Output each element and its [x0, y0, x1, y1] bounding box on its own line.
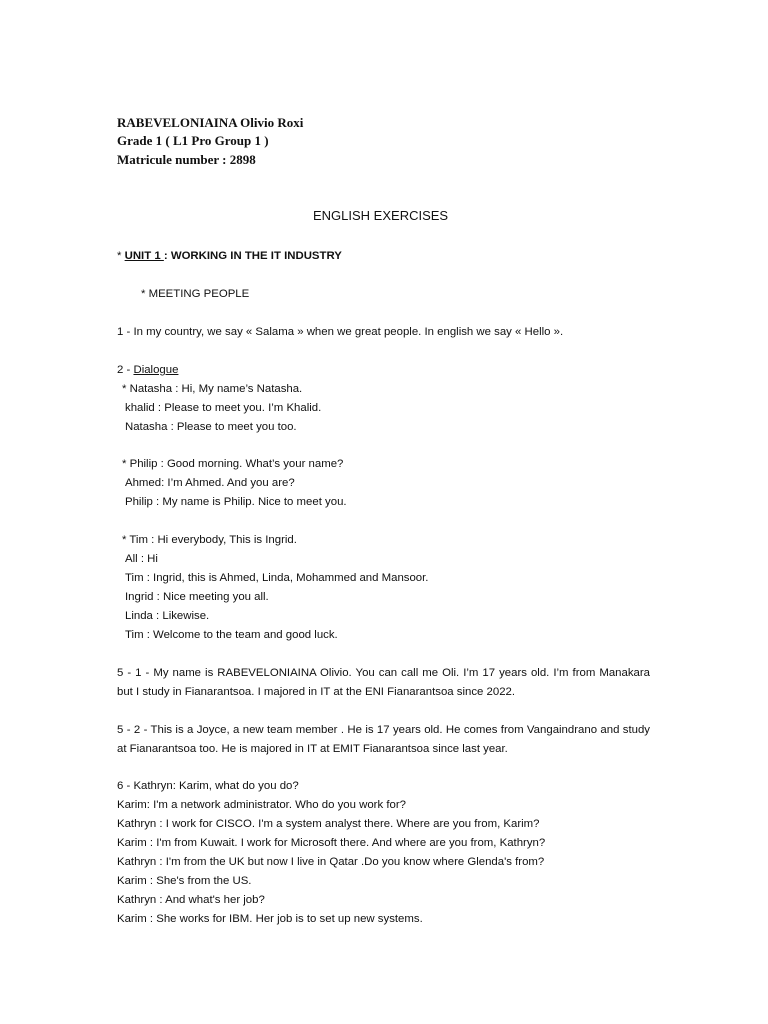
exercise-2-number: 2 - [117, 364, 134, 376]
exercise-5-1: 5 - 1 - My name is RABEVELONIAINA Olivio. You can call me Oli. I’m 17 years old. I’m from Manakara but I study in Fianarantsoa. I majored in IT at the ENI Fianarantsoa since 2022. [117, 667, 650, 698]
section-heading: * MEETING PEOPLE [141, 288, 250, 300]
conversation-line: Karim : She works for IBM. Her job is to set up new systems. [117, 913, 423, 925]
dialogue-line: All : Hi [125, 553, 158, 565]
conversation-line: 6 - Kathryn: Karim, what do you do? [117, 780, 299, 792]
matricule-number: Matricule number : 2898 [117, 152, 256, 167]
dialogue-line: Philip : My name is Philip. Nice to meet you. [125, 496, 347, 508]
exercise-2-heading [117, 362, 178, 378]
unit-title: : WORKING IN THE IT INDUSTRY [163, 250, 342, 262]
exercise-5-2: 5 - 2 - This is a Joyce, a new team member . He is 17 years old. He comes from Vangaindrano and study at Fianarantsoa too. He is majored in IT at EMIT Fianarantsoa since last year. [117, 724, 650, 755]
dialogue-line: Natasha : Please to meet you too. [125, 421, 297, 433]
conversation-line: Karim : She's from the US. [117, 875, 252, 887]
unit-label: UNIT 1 [124, 250, 164, 262]
student-name: RABEVELONIAINA Olivio Roxi [117, 115, 304, 130]
conversation-line: Kathryn : And what's her job? [117, 894, 265, 906]
dialogue-line: Linda : Likewise. [125, 610, 210, 622]
dialogue-label: Dialogue [133, 364, 179, 376]
dialogue-line: khalid : Please to meet you. I’m Khalid. [125, 402, 322, 414]
dialogue-line: Ahmed: I’m Ahmed. And you are? [125, 477, 295, 489]
conversation-line: Karim : I'm from Kuwait. I work for Microsoft there. And where are you from, Kathryn? [117, 837, 546, 849]
unit-heading [117, 248, 342, 264]
unit-bullet: * [117, 250, 125, 262]
conversation-line: Kathryn : I'm from the UK but now I live in Qatar .Do you know where Glenda's from? [117, 856, 545, 868]
exercise-1: 1 - In my country, we say « Salama » when we great people. In english we say « Hello ». [117, 326, 564, 338]
conversation-line: Kathryn : I work for CISCO. I'm a system analyst there. Where are you from, Karim? [117, 818, 540, 830]
conversation-line: Karim: I'm a network administrator. Who do you work for? [117, 799, 406, 811]
dialogue-line: Tim : Ingrid, this is Ahmed, Linda, Mohammed and Mansoor. [125, 572, 429, 584]
student-grade: Grade 1 ( L1 Pro Group 1 ) [117, 133, 269, 148]
dialogue-line: * Natasha : Hi, My name’s Natasha. [122, 383, 303, 395]
dialogue-line: Tim : Welcome to the team and good luck. [125, 629, 338, 641]
dialogue-line: * Tim : Hi everybody, This is Ingrid. [122, 534, 297, 546]
dialogue-line: * Philip : Good morning. What’s your name? [122, 458, 344, 470]
dialogue-line: Ingrid : Nice meeting you all. [125, 591, 269, 603]
page-title: ENGLISH EXERCISES [313, 208, 449, 223]
